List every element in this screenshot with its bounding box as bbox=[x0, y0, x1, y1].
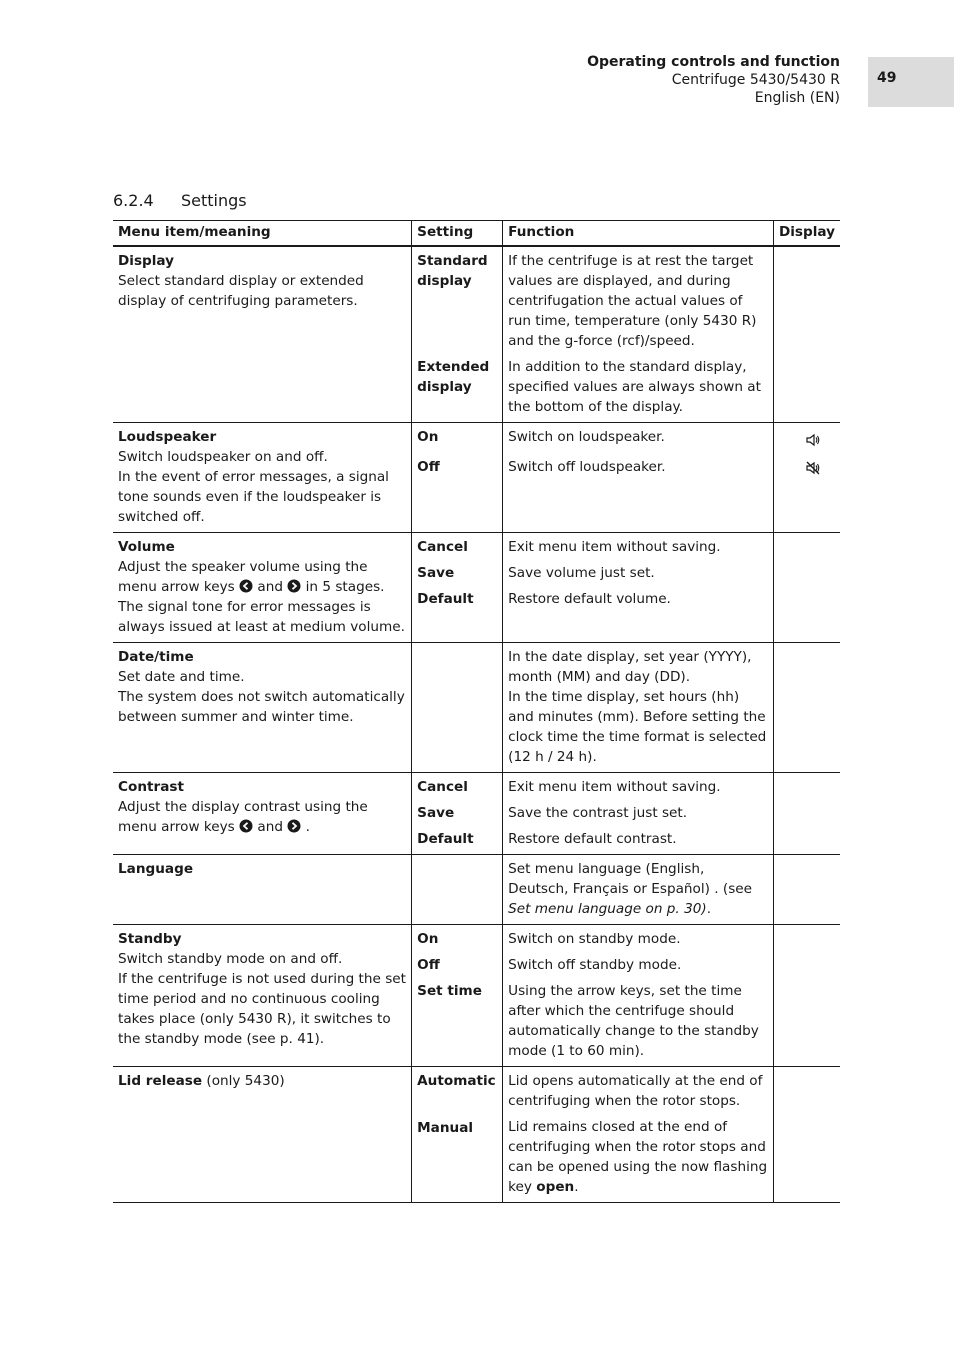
function-text: Switch off loudspeaker. bbox=[508, 459, 666, 475]
column-header-display: Display bbox=[773, 221, 840, 247]
setting-value: Cancel bbox=[417, 539, 468, 555]
function-text: Switch on standby mode. bbox=[508, 931, 681, 947]
arrow-right-key-icon bbox=[287, 819, 301, 833]
function-cell bbox=[503, 246, 774, 423]
setting-cell bbox=[412, 855, 503, 925]
header-language: English (EN) bbox=[754, 90, 840, 106]
cross-reference-link[interactable]: Set menu language on p. 30) bbox=[508, 901, 707, 917]
setting-cell bbox=[412, 246, 503, 423]
function-cell bbox=[503, 855, 774, 925]
function-text: Lid opens automatically at the end of centrifuging when the rotor stops. bbox=[508, 1073, 763, 1109]
menu-item-description: In the event of error messages, a signal tone sounds even if the loudspeaker is switched off. bbox=[118, 469, 389, 525]
table-row-lid-release bbox=[113, 1067, 840, 1203]
table-row-language bbox=[113, 855, 840, 925]
setting-value: Default bbox=[417, 831, 474, 847]
menu-item-title: Standby bbox=[118, 931, 182, 947]
table-row-datetime bbox=[113, 643, 840, 773]
function-cell bbox=[503, 643, 774, 773]
display-cell bbox=[773, 423, 840, 533]
table-row-display bbox=[113, 246, 840, 423]
description-text: and bbox=[257, 819, 283, 835]
arrow-right-key-icon bbox=[287, 579, 301, 593]
description-text: Adjust the speaker volume using the menu arrow keys bbox=[118, 559, 368, 595]
setting-value: Save bbox=[417, 565, 455, 581]
menu-item-description bbox=[118, 797, 406, 837]
setting-cell bbox=[412, 925, 503, 1067]
setting-value: Automatic bbox=[417, 1073, 496, 1089]
speaker-on-icon bbox=[806, 433, 820, 447]
table-row-contrast bbox=[113, 773, 840, 855]
function-text: In the date display, set year (YYYY), month (MM) and day (DD). bbox=[508, 649, 752, 685]
setting-value: Off bbox=[417, 459, 440, 475]
menu-item-title: Display bbox=[118, 253, 175, 269]
menu-item-title: Contrast bbox=[118, 779, 184, 795]
function-text: Using the arrow keys, set the time after which the centrifuge should automatically change to the standby mode (1 to 60 min). bbox=[508, 983, 759, 1059]
setting-cell bbox=[412, 773, 503, 855]
menu-item-description: Set date and time. bbox=[118, 669, 245, 685]
page-number: 49 bbox=[877, 70, 897, 86]
function-text-part: . bbox=[574, 1179, 579, 1195]
function-text bbox=[508, 1117, 768, 1197]
function-text: Exit menu item without saving. bbox=[508, 779, 721, 795]
menu-item-description: The signal tone for error messages is always issued at least at medium volume. bbox=[118, 599, 405, 635]
menu-item-description: Switch loudspeaker on and off. bbox=[118, 449, 328, 465]
description-text: . bbox=[305, 819, 310, 835]
setting-value: Default bbox=[417, 591, 474, 607]
function-text bbox=[508, 859, 768, 919]
menu-item-cell bbox=[113, 773, 412, 855]
menu-item-description: Switch standby mode on and off. bbox=[118, 951, 343, 967]
setting-value: Cancel bbox=[417, 779, 468, 795]
setting-value: Extended display bbox=[417, 359, 490, 395]
function-text: If the centrifuge is at rest the target values are displayed, and during centrifugation the actual values of run time, temperature (only 5430 R) and the g-force (rcf)/speed. bbox=[508, 253, 757, 349]
arrow-left-key-icon bbox=[239, 579, 253, 593]
table-header-row bbox=[113, 221, 840, 247]
function-text: Restore default volume. bbox=[508, 591, 671, 607]
menu-item-description: The system does not switch automatically between summer and winter time. bbox=[118, 689, 405, 725]
description-text: and bbox=[257, 579, 283, 595]
function-cell bbox=[503, 1067, 774, 1203]
menu-item-description bbox=[118, 557, 406, 597]
section-title: Settings bbox=[181, 191, 247, 210]
header-chapter-title: Operating controls and function bbox=[587, 54, 840, 70]
menu-item-cell bbox=[113, 533, 412, 643]
menu-item-cell bbox=[113, 855, 412, 925]
display-cell bbox=[773, 925, 840, 1067]
function-cell bbox=[503, 773, 774, 855]
speaker-muted-icon bbox=[806, 461, 820, 475]
setting-value: Save bbox=[417, 805, 455, 821]
function-cell bbox=[503, 533, 774, 643]
function-text: Save volume just set. bbox=[508, 565, 655, 581]
menu-item-cell bbox=[113, 1067, 412, 1203]
display-cell bbox=[773, 1067, 840, 1203]
menu-item-note: (only 5430) bbox=[202, 1073, 285, 1089]
setting-value: Standard display bbox=[417, 253, 488, 289]
settings-table bbox=[113, 220, 840, 1203]
function-text: In the time display, set hours (hh) and minutes (mm). Before setting the clock time the time format is selected (12 h / 24 h). bbox=[508, 689, 767, 765]
function-text: Save the contrast just set. bbox=[508, 805, 688, 821]
section-heading bbox=[113, 191, 247, 210]
function-text-part: Set menu language (English, Deutsch, Français or Español) . (see bbox=[508, 861, 753, 897]
function-text: Switch off standby mode. bbox=[508, 957, 682, 973]
header-product: Centrifuge 5430/5430 R bbox=[671, 72, 840, 88]
menu-item-title: Lid release bbox=[118, 1073, 203, 1089]
setting-value: On bbox=[417, 931, 439, 947]
table-row-volume bbox=[113, 533, 840, 643]
menu-item-cell bbox=[113, 423, 412, 533]
menu-item-title: Loudspeaker bbox=[118, 429, 217, 445]
display-cell bbox=[773, 773, 840, 855]
description-text: Adjust the display contrast using the menu arrow keys bbox=[118, 799, 368, 835]
open-key-label: open bbox=[536, 1179, 575, 1195]
display-cell bbox=[773, 855, 840, 925]
menu-item-description: Select standard display or extended display of centrifuging parameters. bbox=[118, 273, 364, 309]
function-text-part: Lid remains closed at the end of centrifuging when the rotor stops and can be opened using the now flashing key bbox=[508, 1119, 768, 1195]
setting-value: On bbox=[417, 429, 439, 445]
section-number: 6.2.4 bbox=[113, 191, 154, 210]
table-row-standby bbox=[113, 925, 840, 1067]
column-header-setting: Setting bbox=[412, 221, 503, 247]
function-cell bbox=[503, 423, 774, 533]
menu-item-title: Date/time bbox=[118, 649, 194, 665]
setting-value: Manual bbox=[417, 1120, 474, 1136]
setting-cell bbox=[412, 423, 503, 533]
page-number-tab bbox=[868, 57, 954, 107]
menu-item-title: Volume bbox=[118, 539, 175, 555]
menu-item-cell bbox=[113, 925, 412, 1067]
setting-cell bbox=[412, 643, 503, 773]
setting-value: Off bbox=[417, 957, 440, 973]
setting-cell bbox=[412, 533, 503, 643]
menu-item-cell bbox=[113, 643, 412, 773]
table-row-loudspeaker bbox=[113, 423, 840, 533]
display-cell bbox=[773, 533, 840, 643]
function-text: In addition to the standard display, specified values are always shown at the bottom of the display. bbox=[508, 359, 761, 415]
menu-item-cell bbox=[113, 246, 412, 423]
column-header-menu-item: Menu item/meaning bbox=[113, 221, 412, 247]
function-text: Switch on loudspeaker. bbox=[508, 429, 665, 445]
setting-value: Set time bbox=[417, 983, 482, 999]
function-text-part: . bbox=[706, 901, 712, 917]
menu-item-description: If the centrifuge is not used during the set time period and no continuous cooling takes place (only 5430 R), it switches to the standby mode (see p. 41). bbox=[118, 971, 406, 1047]
running-header bbox=[587, 53, 840, 107]
setting-cell bbox=[412, 1067, 503, 1203]
function-cell bbox=[503, 925, 774, 1067]
arrow-left-key-icon bbox=[239, 819, 253, 833]
menu-item-title-line bbox=[118, 1071, 406, 1091]
display-cell bbox=[773, 246, 840, 423]
column-header-function: Function bbox=[503, 221, 774, 247]
function-text: Restore default contrast. bbox=[508, 831, 677, 847]
display-cell bbox=[773, 643, 840, 773]
description-text: in 5 stages. bbox=[305, 579, 385, 595]
function-text: Exit menu item without saving. bbox=[508, 539, 721, 555]
menu-item-title: Language bbox=[118, 861, 194, 877]
